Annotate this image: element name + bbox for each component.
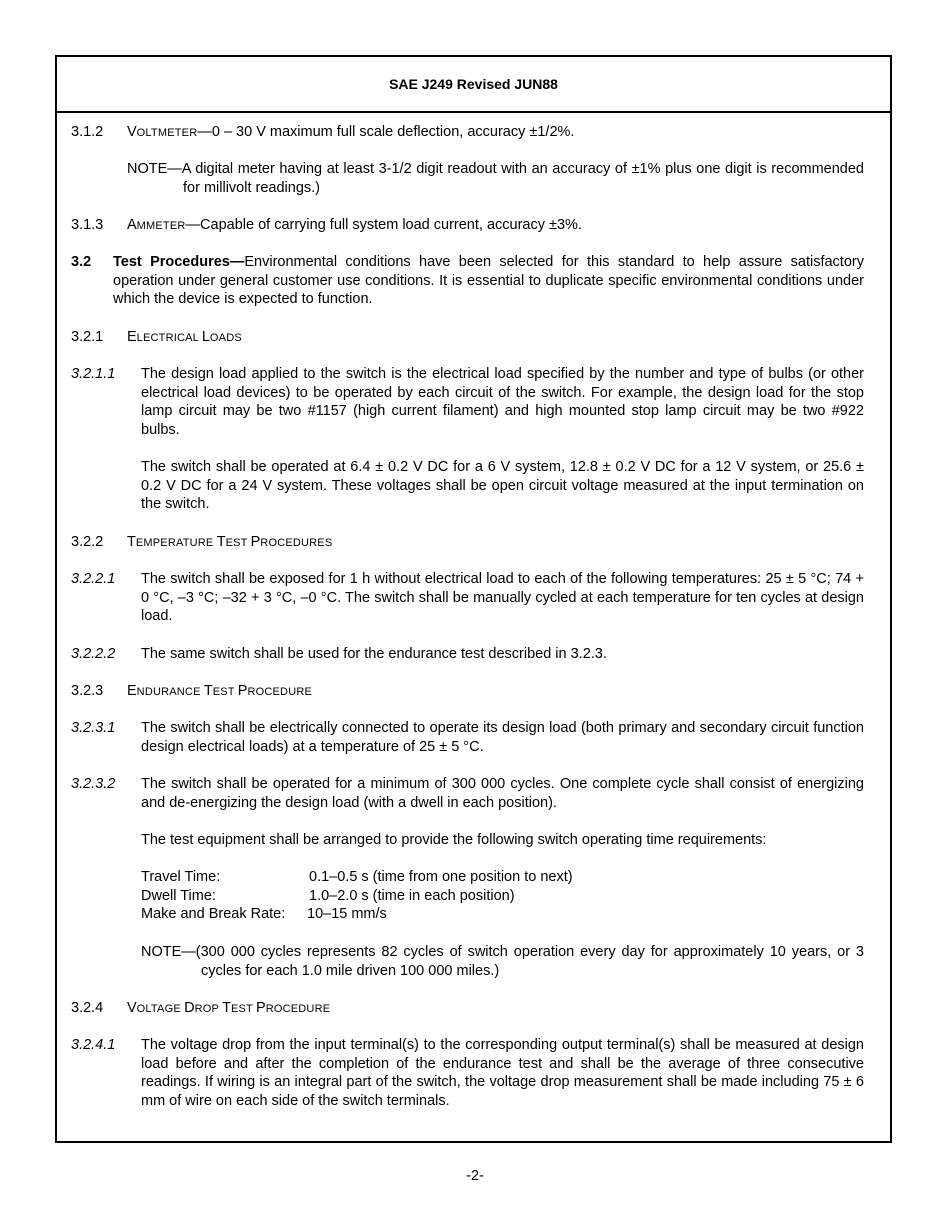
- section-3-1-2: [127, 123, 864, 143]
- section-number: 3.2: [71, 254, 92, 270]
- section-heading: VOLTMETER: [127, 124, 198, 140]
- section-3-2-3-2-p2: The test equipment shall be arranged to provide the following switch operating time requirements:: [141, 832, 767, 848]
- section-text: —Capable of carrying full system load current, accuracy ±3%.: [185, 217, 582, 233]
- section-heading: AMMETER: [127, 217, 186, 233]
- section-number: 3.2.1: [71, 329, 104, 345]
- timing-label: Make and Break Rate:: [141, 906, 286, 922]
- section-text: Environmental conditions have been selected for this standard to help assure satisfactory operation under general customer use conditions. It is essential to duplicate specific environmental conditions under which the device is expected to function.: [113, 254, 864, 307]
- section-text: —0 – 30 V maximum full scale deflection, accuracy ±1/2%.: [197, 124, 575, 140]
- timing-value: 0.1–0.5 s (time from one position to next): [309, 869, 573, 885]
- header-title: SAE J249 Revised JUN88: [389, 76, 558, 92]
- section-heading-3-2-4: VOLTAGE DROP TEST PROCEDURE: [127, 1000, 331, 1016]
- section-3-2-1-1-p2: The switch shall be operated at 6.4 ± 0.2 V DC for a 6 V system, 12.8 ± 0.2 V DC for a 12 V system, or 25.6 ± 0.2 V DC for a 24 V system. These voltages shall be open circuit voltage measured at the input termination on the switch.: [141, 459, 864, 512]
- timing-value: 1.0–2.0 s (time in each position): [309, 888, 515, 904]
- section-number: 3.2.3.1: [71, 720, 116, 736]
- section-number: 3.1.2: [71, 124, 104, 140]
- section-number: 3.2.4.1: [71, 1037, 116, 1053]
- section-title: Test Procedures—: [113, 254, 245, 270]
- section-3-2-2-1: The switch shall be exposed for 1 h without electrical load to each of the following temperatures: 25 ± 5 °C; 74 + 0 °C, –3 °C; –32 + 3 °C, –0 °C. The switch shall be manually cycled at each temperature for ten cycles at design load.: [141, 571, 864, 624]
- timing-label: Travel Time:: [141, 869, 221, 885]
- timing-label: Dwell Time:: [141, 888, 216, 904]
- section-number: 3.2.4: [71, 1000, 104, 1016]
- section-number: 3.2.3.2: [71, 776, 116, 792]
- document-body: [57, 113, 890, 1141]
- section-number: 3.2.2.2: [71, 646, 116, 662]
- section-number: 3.2.3: [71, 683, 104, 699]
- section-number: 3.2.1.1: [71, 366, 116, 382]
- section-number: 3.2.2.1: [71, 571, 116, 587]
- section-number: 3.2.2: [71, 534, 104, 550]
- timing-value: 10–15 mm/s: [307, 906, 387, 922]
- section-3-2-4-1: The voltage drop from the input terminal(s) to the corresponding output terminal(s) shall be measured at design load before and after the completion of the endurance test and shall be the average of three consecutive readings. If wiring is an integral part of the switch, the voltage drop measurement shall be made including 75 ± 6 mm of wire on each side of the switch terminals.: [141, 1037, 864, 1109]
- section-3-2-3-2-p1: The switch shall be operated for a minimum of 300 000 cycles. One complete cycle shall consist of energizing and de-energizing the design load (with a dwell in each position).: [141, 776, 864, 811]
- section-3-2-1-1-p1: The design load applied to the switch is the electrical load specified by the number and type of bulbs (or other electrical load devices) to be operated by each circuit of the switch. For example, the design load for the stop lamp circuit may be two #1157 (high current filament) and high mounted stop lamp circuit may be two #922 bulbs.: [141, 366, 864, 438]
- section-3-2: [113, 253, 864, 309]
- section-3-2-3-1: The switch shall be electrically connected to operate its design load (both primary and secondary circuit function design electrical loads) at a temperature of 25 ± 5 °C.: [141, 720, 864, 755]
- section-number: 3.1.3: [71, 217, 104, 233]
- note-3-1-2: NOTE—A digital meter having at least 3-1/2 digit readout with an accuracy of ±1% plus one digit is recommended for millivolt readings.): [127, 161, 864, 196]
- page-number: -2-: [466, 1168, 484, 1184]
- document-header: [57, 57, 890, 113]
- section-heading-3-2-2: TEMPERATURE TEST PROCEDURES: [127, 534, 333, 550]
- section-3-1-3: [127, 216, 864, 236]
- note-3-2-3-2: NOTE—(300 000 cycles represents 82 cycles of switch operation every day for approximately 10 years, or 3 cycles for each 1.0 mile driven 100 000 miles.): [141, 944, 864, 979]
- section-3-2-2-2: The same switch shall be used for the endurance test described in 3.2.3.: [141, 646, 607, 662]
- page-frame: [55, 55, 892, 1143]
- section-heading-3-2-1: ELECTRICAL LOADS: [127, 329, 242, 345]
- section-heading-3-2-3: ENDURANCE TEST PROCEDURE: [127, 683, 313, 699]
